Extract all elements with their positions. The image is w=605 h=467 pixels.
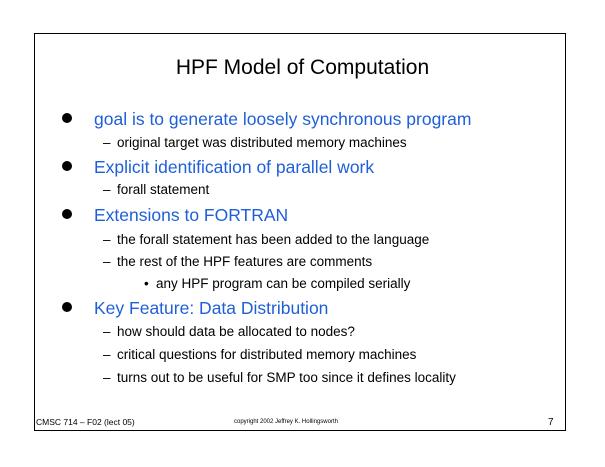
dash-icon: – (103, 135, 111, 150)
bullet-dot-icon (62, 302, 72, 312)
small-bullet-icon: • (144, 276, 149, 291)
bullet-3-text: Extensions to FORTRAN (94, 205, 289, 225)
dash-icon: – (103, 232, 111, 247)
dash-icon: – (103, 347, 111, 362)
sub-bullet-1-1-text: original target was distributed memory machines (117, 135, 407, 150)
sub-bullet-4-3-text: turns out to be useful for SMP too since it defines locality (117, 370, 456, 385)
sub-bullet-3-2-text: the rest of the HPF features are comments (117, 254, 373, 269)
footer-copyright: copyright 2002 Jeffrey K. Hollingsworth (234, 419, 338, 425)
dash-icon: – (103, 370, 111, 385)
sub-sub-bullet-3-2-1-text: any HPF program can be compiled serially (156, 276, 411, 291)
sub-bullet-3-1-text: the forall statement has been added to the language (117, 232, 430, 247)
page-number: 7 (548, 417, 554, 428)
bullet-dot-icon (62, 209, 72, 219)
sub-bullet-4-2-text: critical questions for distributed memory machines (117, 347, 417, 362)
footer-course: CMSC 714 – F02 (lect 05) (36, 417, 135, 427)
bullet-dot-icon (62, 161, 72, 171)
sub-bullet-2-1-text: forall statement (117, 182, 210, 197)
slide-title: HPF Model of Computation (175, 56, 430, 79)
sub-bullet-4-1-text: how should data be allocated to nodes? (117, 324, 355, 339)
dash-icon: – (103, 324, 111, 339)
bullet-1-text: goal is to generate loosely synchronous program (94, 109, 472, 129)
bullet-4-text: Key Feature: Data Distribution (94, 298, 329, 318)
bullet-2-text: Explicit identification of parallel work (94, 157, 375, 177)
dash-icon: – (103, 182, 111, 197)
bullet-dot-icon (62, 113, 72, 123)
dash-icon: – (103, 254, 111, 269)
